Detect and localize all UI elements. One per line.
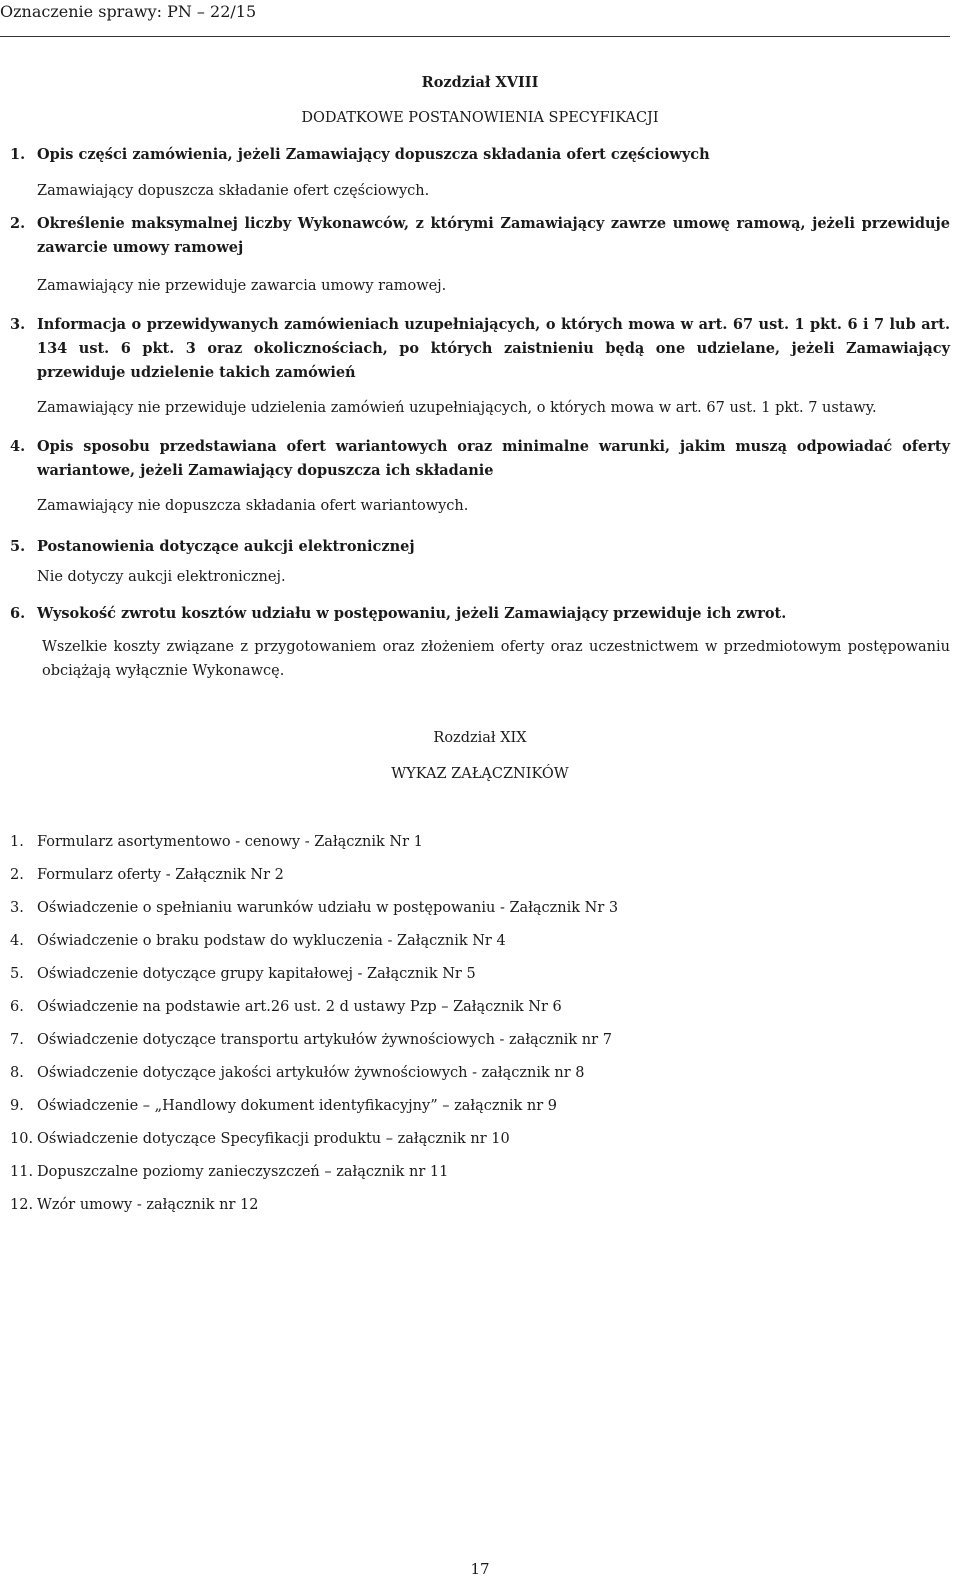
section-3-body: Zamawiający nie przewiduje udzielenia zamówień uzupełniających, o których mowa w art. 67 ust. 1 pkt. 7 ustawy.: [37, 400, 877, 416]
section-4-title: Opis sposobu przedstawiana ofert wariantowych oraz minimalne warunki, jakim muszą odpowiadać oferty wariantowe, jeżeli Zamawiający dopuszcza ich składanie: [37, 438, 950, 479]
list-item: Wzór umowy - załącznik nr 12: [37, 1197, 259, 1213]
list-item-number: 2.: [10, 867, 24, 883]
list-item-number: 11.: [10, 1164, 34, 1180]
section-5-body: Nie dotyczy aukcji elektronicznej.: [37, 569, 286, 585]
section-6-body: Wszelkie koszty związane z przygotowaniem oraz złożeniem oferty oraz uczestnictwem w przedmiotowym postępowaniu obciążają wyłącznie Wykonawcę.: [42, 639, 950, 679]
chapter-19-title: Rozdział XIX: [433, 730, 527, 746]
list-item: Formularz asortymentowo - cenowy - Załącznik Nr 1: [37, 834, 423, 850]
case-mark: Oznaczenie sprawy: PN – 22/15: [0, 2, 257, 21]
document-header: [0, 2, 950, 37]
list-item: Oświadczenie na podstawie art.26 ust. 2 d ustawy Pzp – Załącznik Nr 6: [37, 999, 562, 1015]
list-item: Formularz oferty - Załącznik Nr 2: [37, 867, 284, 883]
list-item-number: 5.: [10, 966, 24, 982]
section-4-body: Zamawiający nie dopuszcza składania ofert wariantowych.: [37, 498, 469, 514]
list-item: Oświadczenie – „Handlowy dokument identyfikacyjny” – załącznik nr 9: [37, 1098, 557, 1114]
section-6-number: 6.: [10, 605, 26, 622]
section-1-body: Zamawiający dopuszcza składanie ofert częściowych.: [37, 183, 430, 199]
chapter-18-subtitle: DODATKOWE POSTANOWIENIA SPECYFIKACJI: [301, 110, 659, 126]
list-item-number: 10.: [10, 1131, 34, 1147]
list-item-number: 1.: [10, 834, 24, 850]
section-3-number: 3.: [10, 316, 26, 333]
list-item-number: 7.: [10, 1032, 24, 1048]
chapter-18-title: Rozdział XVIII: [421, 74, 539, 91]
list-item: Oświadczenie dotyczące transportu artykułów żywnościowych - załącznik nr 7: [37, 1032, 612, 1048]
list-item: Oświadczenie dotyczące grupy kapitałowej - Załącznik Nr 5: [37, 966, 476, 982]
section-6-title: Wysokość zwrotu kosztów udziału w postępowaniu, jeżeli Zamawiający przewiduje ich zwrot.: [37, 605, 787, 622]
section-3-title: Informacja o przewidywanych zamówieniach uzupełniających, o których mowa w art. 67 ust. 1 pkt. 6 i 7 lub art. 134 ust. 6 pkt. 3 oraz okolicznościach, po których zaistnieniu będą one udzielane, jeżeli Zamawiający przewiduje udzielenie takich zamówień: [37, 316, 950, 381]
section-1-number: 1.: [10, 146, 26, 163]
section-5-number: 5.: [10, 538, 26, 555]
list-item: Dopuszczalne poziomy zanieczyszczeń – załącznik nr 11: [37, 1164, 449, 1180]
section-2-number: 2.: [10, 215, 26, 232]
list-item-number: 6.: [10, 999, 24, 1015]
list-item-number: 12.: [10, 1197, 34, 1213]
section-1-title: Opis części zamówienia, jeżeli Zamawiający dopuszcza składania ofert częściowych: [37, 146, 710, 163]
list-item: Oświadczenie o spełnianiu warunków udziału w postępowaniu - Załącznik Nr 3: [37, 900, 619, 916]
section-2-body: Zamawiający nie przewiduje zawarcia umowy ramowej.: [37, 278, 447, 294]
list-item: Oświadczenie dotyczące Specyfikacji produktu – załącznik nr 10: [37, 1131, 510, 1147]
list-item-number: 8.: [10, 1065, 24, 1081]
list-item: Oświadczenie dotyczące jakości artykułów żywnościowych - załącznik nr 8: [37, 1065, 585, 1081]
chapter-19-subtitle: WYKAZ ZAŁĄCZNIKÓW: [391, 766, 569, 782]
list-item: Oświadczenie o braku podstaw do wykluczenia - Załącznik Nr 4: [37, 933, 506, 949]
section-5-title: Postanowienia dotyczące aukcji elektronicznej: [37, 538, 415, 555]
list-item-number: 4.: [10, 933, 24, 949]
list-item-number: 3.: [10, 900, 24, 916]
section-4-number: 4.: [10, 438, 26, 455]
list-item-number: 9.: [10, 1098, 24, 1114]
section-2-title: Określenie maksymalnej liczby Wykonawców, z którymi Zamawiający zawrze umowę ramową, jeżeli przewiduje zawarcie umowy ramowej: [37, 215, 950, 256]
page-number: 17: [470, 1560, 490, 1578]
